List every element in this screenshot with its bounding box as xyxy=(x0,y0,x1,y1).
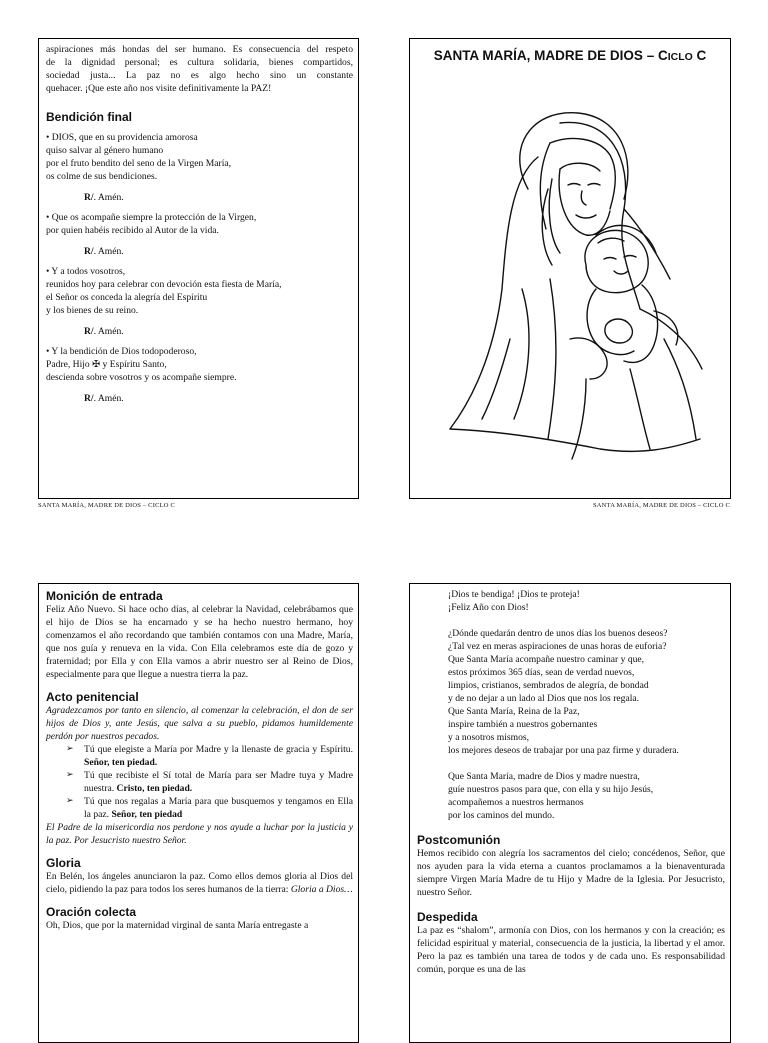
text-line: Que Santa María, madre de Dios y madre nuestra, xyxy=(448,771,640,782)
text-line: guíe nuestros pasos para que, con ella y su hijo Jesús, xyxy=(448,784,654,795)
invocation-item: ➢ Tú que elegiste a María por Madre y la llenaste de gracia y Espíritu. Señor, ten piedad. xyxy=(66,744,353,768)
text-line: os colme de sus bendiciones. xyxy=(46,171,158,182)
acto-intro: Agradezcamos por tanto en silencio, al comenzar la celebración, el don de ser hijos de Dios y, ante Jesús, que salva a su pueblo, pidamos humildemente perdón por nuestros pecados. xyxy=(46,705,353,742)
blessing-3 xyxy=(46,265,353,317)
text-line: limpios, cristianos, sembrados de alegría, de bondad xyxy=(448,680,649,691)
page-panel-liturgy xyxy=(38,583,359,1043)
text-line: descienda sobre vosotros y os acompañe siempre. xyxy=(46,372,237,383)
footer-left: SANTA MARÍA, MADRE DE DIOS – CICLO C xyxy=(38,502,176,509)
closing-block xyxy=(417,770,725,822)
text-line: quehacer. ¡Que este año nos visite definitivamente la PAZ! xyxy=(46,83,272,94)
response-amen: R/. Amén. xyxy=(84,393,124,404)
section-heading-bendicion: Bendición final xyxy=(46,110,133,124)
text-line: acompañemos a nuestros hermanos xyxy=(448,797,584,808)
text-line: Que Santa María acompañe nuestro caminar y que, xyxy=(448,654,645,665)
text-line: y de no dejar a un lado al Dios que nos los regala. xyxy=(448,693,640,704)
text-line: • Y la bendición de Dios todopoderoso, xyxy=(46,346,197,357)
section-heading-despedida: Despedida xyxy=(417,910,478,924)
text-line: • DIOS, que en su providencia amorosa xyxy=(46,132,198,143)
text-line: inspire también a nuestros gobernantes xyxy=(448,719,598,730)
page-panel-cover xyxy=(409,38,731,499)
text-line: por el fruto bendito del seno de la Virgen María, xyxy=(46,158,232,169)
text-line: ¿Tal vez en meras aspiraciones de unas horas de euforia? xyxy=(448,641,667,652)
monicion-text: Feliz Año Nuevo. Si hace ocho días, al celebrar la Navidad, celebrábamos que el hijo de Dios se ha encarnado y se ha hecho nuestro hermano, hoy comenzamos el año recordando que también contamos con una Madre, María, que nos guía y renueva en la vida. Con Ella celebramos este día de gozo y fraternidad; por Ella y con Ella vamos a abrir nuestro ser al Reino de Dios, especialmente para que llegue a nuestra tierra la paz. xyxy=(46,604,353,680)
page-title: SANTA MARÍA, MADRE DE DIOS – CICLO C xyxy=(433,48,707,63)
response-amen: R/. Amén. xyxy=(84,246,124,257)
invocations-list xyxy=(46,743,353,821)
colecta-text: Oh, Dios, que por la maternidad virginal de santa María entregaste a xyxy=(46,920,309,931)
section-heading-colecta: Oración colecta xyxy=(46,905,137,919)
acto-close: El Padre de la misericordia nos perdone y nos ayude a luchar por la justicia y la paz. Por Jesucristo nuestro Señor. xyxy=(46,822,353,846)
section-heading-monicion: Monición de entrada xyxy=(46,589,163,603)
arrow-bullet-icon: ➢ xyxy=(66,796,74,806)
page-panel-despedida xyxy=(409,583,731,1043)
section-heading-postcomunion: Postcomunión xyxy=(417,833,501,847)
blessing-4 xyxy=(46,345,353,384)
text-line: • Que os acompañe siempre la protección de la Virgen, xyxy=(46,212,257,223)
text-line: el Señor os conceda la alegría del Espíritu xyxy=(46,292,208,303)
section-heading-gloria: Gloria xyxy=(46,856,81,870)
arrow-bullet-icon: ➢ xyxy=(66,744,74,754)
text-line: estos próximos 365 días, sean de verdad nuevos, xyxy=(448,667,635,678)
text-line: Que Santa María, Reina de la Paz, xyxy=(448,706,580,717)
despedida-text: La paz es “shalom”, armonía con Dios, con los hermanos y con la creación; es felicidad espiritual y material, consecuencia de la justicia, la libertad y el amor. Pero la paz es también una tarea de todos y de cada uno. Es responsabilidad común, porque es una de las xyxy=(417,925,725,975)
response-amen: R/. Amén. xyxy=(84,192,124,203)
response-amen: R/. Amén. xyxy=(84,326,124,337)
page-panel-bendicion xyxy=(38,38,359,499)
text-line: y los bienes de su reino. xyxy=(46,305,139,316)
gloria-text: En Belén, los ángeles anunciaron la paz. Como ellos demos gloria al Dios del cielo, pidiendo la paz para todos los seres humanos de la tierra: Gloria a Dios… xyxy=(46,871,353,895)
virgin-and-child-illustration xyxy=(410,39,732,500)
text-line: reunidos hoy para celebrar con devoción esta fiesta de María, xyxy=(46,279,282,290)
text-line: de la dignidad personal; es cultura solidaria, bienes compartidos, xyxy=(46,57,353,68)
text-line: ¡Dios te bendiga! ¡Dios te proteja! xyxy=(448,589,580,600)
text-line: quiso salvar al género humano xyxy=(46,145,164,156)
blessing-2 xyxy=(46,211,353,237)
text-line: por quien habéis recibido al Autor de la vida. xyxy=(46,225,219,236)
text-line: • Y a todos vosotros, xyxy=(46,266,126,277)
text-line: los mejores deseos de trabajar por una paz firme y duradera. xyxy=(448,745,679,756)
invocation-item: ➢ Tú que nos regalas a María para que busquemos y tengamos en Ella la paz. Señor, ten piedad xyxy=(66,796,353,820)
greeting-block xyxy=(417,588,725,614)
text-line: por los caminos del mundo. xyxy=(448,810,555,821)
wish-block xyxy=(417,627,725,757)
text-line: ¡Feliz Año con Dios! xyxy=(448,602,529,613)
footer-right: SANTA MARÍA, MADRE DE DIOS – CICLO C xyxy=(592,502,730,509)
arrow-bullet-icon: ➢ xyxy=(66,770,74,780)
intro-paragraph xyxy=(46,43,353,95)
text-line: y a nosotros mismos, xyxy=(448,732,530,743)
blessing-1 xyxy=(46,131,353,183)
text-line: sociedad justa... La paz no es algo hecho sino un constante xyxy=(46,70,353,81)
section-heading-acto: Acto penitencial xyxy=(46,690,139,704)
postcomunion-text: Hemos recibido con alegría los sacramentos del cielo; concédenos, Señor, que nos ayuden para la vida eterna a cuantos proclamamos a la bienaventurada siempre Virgen María Madre de tu Hijo y Madre de la Iglesia. Por Jesucristo, nuestro Señor. xyxy=(417,848,725,898)
text-line: ¿Dónde quedarán dentro de unos días los buenos deseos? xyxy=(448,628,668,639)
invocation-item: ➢ Tú que recibiste el Sí total de María para ser Madre tuya y Madre nuestra. Cristo, ten piedad. xyxy=(66,770,353,794)
text-line: aspiraciones más hondas del ser humano. Es consecuencia del respeto xyxy=(46,44,353,55)
text-line: Padre, Hijo ✠ y Espíritu Santo, xyxy=(46,359,167,370)
